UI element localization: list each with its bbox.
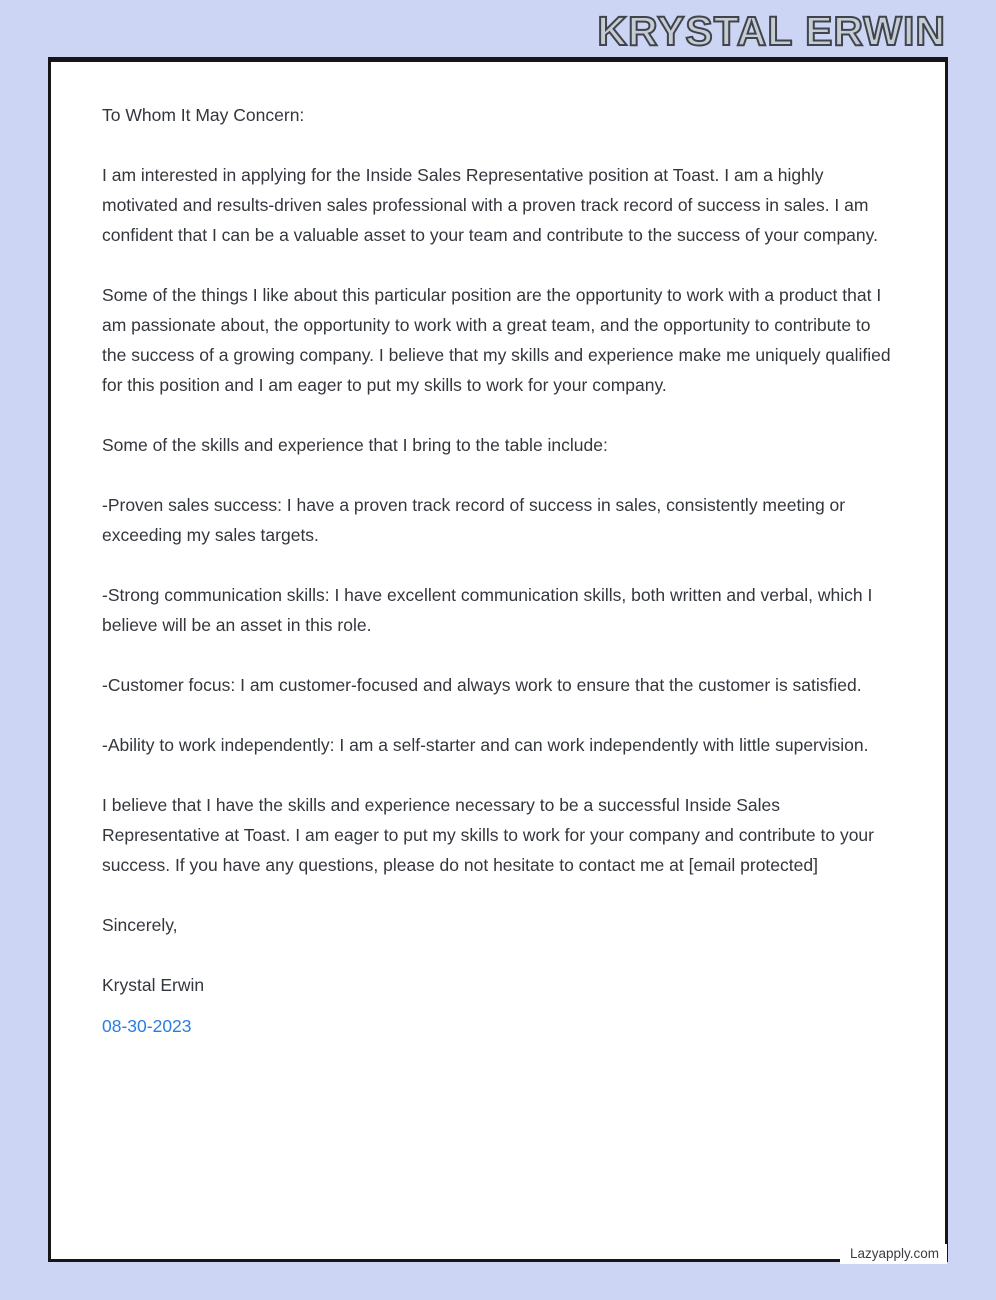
salutation: To Whom It May Concern: [102, 105, 305, 125]
letter-page [48, 57, 948, 1262]
letter-paragraph-skills-intro: Some of the skills and experience that I bring to the table include: [102, 435, 608, 455]
letter-paragraph-intro: I am interested in applying for the Inside Sales Representative position at Toast. I am a highly motivated and results-driven sales professional with a proven track record of success in sales. I am confident that I can be a valuable asset to your team and contribute to the success of your company. [102, 165, 878, 245]
letter-paragraph-motivation: Some of the things I like about this particular position are the opportunity to work with a product that I am passionate about, the opportunity to work with a great team, and the opportunity to contribute to the success of a growing company. I believe that my skills and experience make me uniquely qualified for this position and I am eager to put my skills to work for your company. [102, 285, 891, 395]
closing: Sincerely, [102, 915, 178, 935]
lazyapply-brand-link[interactable]: Lazyapply.com [840, 1244, 947, 1264]
letter-bullet-communication: -Strong communication skills: I have excellent communication skills, both written and verbal, which I believe will be an asset in this role. [102, 585, 873, 635]
letter-bullet-sales-success: -Proven sales success: I have a proven track record of success in sales, consistently meeting or exceeding my sales targets. [102, 495, 846, 545]
letterhead-name: KRYSTAL ERWIN [597, 8, 946, 54]
letter-bullet-independence: -Ability to work independently: I am a self-starter and can work independently with little supervision. [102, 735, 869, 755]
letter-bullet-customer-focus: -Customer focus: I am customer-focused and always work to ensure that the customer is satisfied. [102, 675, 862, 695]
signature-name: Krystal Erwin [102, 975, 205, 995]
letter-paragraph-conclusion: I believe that I have the skills and experience necessary to be a successful Inside Sales Representative at Toast. I am eager to put my skills to work for your company and contribute to your success. If you have any questions, please do not hesitate to contact me at [email protected] [102, 795, 874, 875]
letter-body [51, 62, 945, 1041]
letter-date-link[interactable]: 08-30-2023 [102, 1016, 192, 1036]
